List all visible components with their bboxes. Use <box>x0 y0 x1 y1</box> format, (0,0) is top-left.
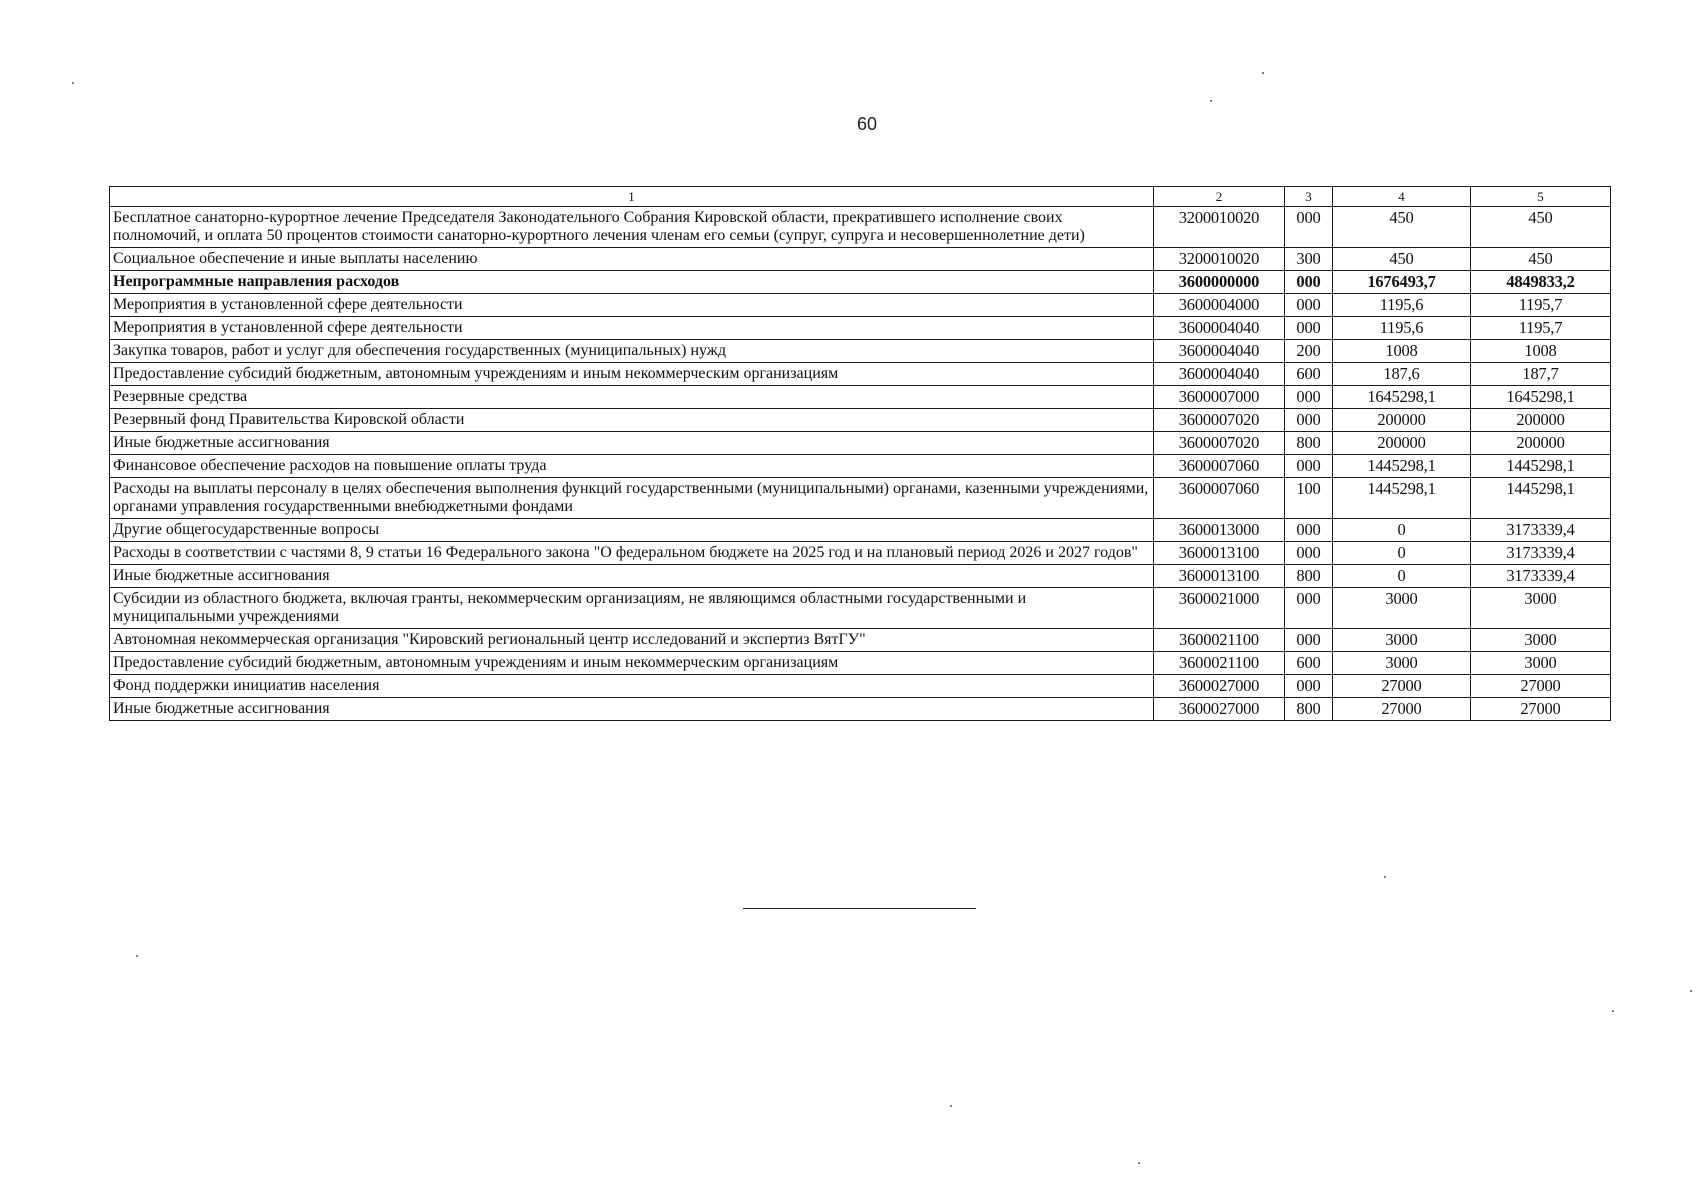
table-row <box>110 248 1611 271</box>
row-amount-col4-cell: 450 <box>1333 207 1471 248</box>
row-code-cell: 3600013100 <box>1154 565 1285 588</box>
scan-speck <box>1384 876 1386 878</box>
row-amount-col4-cell: 1195,6 <box>1333 317 1471 340</box>
scan-speck <box>950 1105 952 1107</box>
table-row <box>110 294 1611 317</box>
row-name-cell: Мероприятия в установленной сфере деятельности <box>110 294 1154 317</box>
table-row <box>110 478 1611 519</box>
row-amount-col5-cell: 1195,7 <box>1471 294 1611 317</box>
row-amount-col5-cell: 3000 <box>1471 652 1611 675</box>
closing-rule <box>743 908 976 909</box>
table-row <box>110 271 1611 294</box>
row-code-cell: 3600013000 <box>1154 519 1285 542</box>
page-number: 60 <box>856 114 878 134</box>
row-code-cell: 3600000000 <box>1154 271 1285 294</box>
row-code-cell: 3600007060 <box>1154 478 1285 519</box>
row-amount-col4-cell: 1445298,1 <box>1333 455 1471 478</box>
row-amount-col5-cell: 27000 <box>1471 675 1611 698</box>
row-amount-col5-cell: 1008 <box>1471 340 1611 363</box>
row-amount-col5-cell: 27000 <box>1471 698 1611 721</box>
row-amount-col5-cell: 200000 <box>1471 409 1611 432</box>
row-code-cell: 3600004000 <box>1154 294 1285 317</box>
row-amount-col4-cell: 1676493,7 <box>1333 271 1471 294</box>
row-type-cell: 000 <box>1285 519 1333 542</box>
table-row <box>110 588 1611 629</box>
row-type-cell: 100 <box>1285 478 1333 519</box>
row-amount-col4-cell: 3000 <box>1333 588 1471 629</box>
row-amount-col5-cell: 3173339,4 <box>1471 565 1611 588</box>
row-amount-col5-cell: 3000 <box>1471 588 1611 629</box>
row-code-cell: 3600013100 <box>1154 542 1285 565</box>
table-row <box>110 207 1611 248</box>
row-code-cell: 3600004040 <box>1154 363 1285 386</box>
table-row <box>110 386 1611 409</box>
row-name-cell: Фонд поддержки инициатив населения <box>110 675 1154 698</box>
row-type-cell: 000 <box>1285 588 1333 629</box>
row-type-cell: 300 <box>1285 248 1333 271</box>
row-amount-col4-cell: 3000 <box>1333 629 1471 652</box>
table-row <box>110 565 1611 588</box>
row-amount-col4-cell: 187,6 <box>1333 363 1471 386</box>
row-code-cell: 3600021100 <box>1154 652 1285 675</box>
row-amount-col5-cell: 1445298,1 <box>1471 455 1611 478</box>
table-row <box>110 629 1611 652</box>
scan-speck <box>1262 72 1264 74</box>
table-row <box>110 317 1611 340</box>
row-name-cell: Непрограммные направления расходов <box>110 271 1154 294</box>
row-name-cell: Бесплатное санаторно-курортное лечение Председателя Законодательного Собрания Кировской области, прекратившего исполнение своих полномочий, и оплата 50 процентов стоимости санаторно-курортного лечения членам его семьи (супруг, супруга и несовершеннолетние дети) <box>110 207 1154 248</box>
row-code-cell: 3600027000 <box>1154 698 1285 721</box>
table-header-row <box>110 187 1611 207</box>
row-amount-col4-cell: 1195,6 <box>1333 294 1471 317</box>
row-name-cell: Иные бюджетные ассигнования <box>110 698 1154 721</box>
row-amount-col5-cell: 4849833,2 <box>1471 271 1611 294</box>
scan-speck <box>1138 1162 1140 1164</box>
table-row <box>110 675 1611 698</box>
row-amount-col4-cell: 200000 <box>1333 409 1471 432</box>
row-amount-col5-cell: 200000 <box>1471 432 1611 455</box>
row-type-cell: 000 <box>1285 675 1333 698</box>
scan-speck <box>1612 1010 1614 1012</box>
table-row <box>110 409 1611 432</box>
row-name-cell: Иные бюджетные ассигнования <box>110 432 1154 455</box>
row-code-cell: 3600007020 <box>1154 432 1285 455</box>
row-type-cell: 800 <box>1285 432 1333 455</box>
row-name-cell: Расходы на выплаты персоналу в целях обеспечения выполнения функций государственными (муниципальными) органами, казенными учреждениями, органами управления государственными внебюджетными фондами <box>110 478 1154 519</box>
row-type-cell: 000 <box>1285 409 1333 432</box>
row-type-cell: 000 <box>1285 629 1333 652</box>
row-type-cell: 000 <box>1285 317 1333 340</box>
row-name-cell: Социальное обеспечение и иные выплаты населению <box>110 248 1154 271</box>
row-amount-col4-cell: 0 <box>1333 565 1471 588</box>
row-type-cell: 000 <box>1285 542 1333 565</box>
row-name-cell: Иные бюджетные ассигнования <box>110 565 1154 588</box>
row-amount-col5-cell: 1195,7 <box>1471 317 1611 340</box>
row-amount-col4-cell: 450 <box>1333 248 1471 271</box>
table-row <box>110 363 1611 386</box>
row-name-cell: Мероприятия в установленной сфере деятельности <box>110 317 1154 340</box>
row-amount-col4-cell: 200000 <box>1333 432 1471 455</box>
row-name-cell: Субсидии из областного бюджета, включая гранты, некоммерческим организациям, не являющимся областными государственными и муниципальными учреждениями <box>110 588 1154 629</box>
row-type-cell: 000 <box>1285 386 1333 409</box>
row-amount-col5-cell: 450 <box>1471 248 1611 271</box>
row-amount-col4-cell: 27000 <box>1333 698 1471 721</box>
row-code-cell: 3600021100 <box>1154 629 1285 652</box>
row-code-cell: 3600004040 <box>1154 340 1285 363</box>
header-col-3: 3 <box>1285 187 1333 207</box>
row-amount-col4-cell: 1645298,1 <box>1333 386 1471 409</box>
header-col-2: 2 <box>1154 187 1285 207</box>
table-row <box>110 519 1611 542</box>
table-body <box>110 207 1611 721</box>
row-name-cell: Предоставление субсидий бюджетным, автономным учреждениям и иным некоммерческим организациям <box>110 363 1154 386</box>
row-name-cell: Расходы в соответствии с частями 8, 9 статьи 16 Федерального закона "О федеральном бюджете на 2025 год и на плановый период 2026 и 2027 годов" <box>110 542 1154 565</box>
row-code-cell: 3600021000 <box>1154 588 1285 629</box>
row-amount-col4-cell: 3000 <box>1333 652 1471 675</box>
scan-speck <box>1210 100 1212 102</box>
row-amount-col4-cell: 0 <box>1333 542 1471 565</box>
row-amount-col5-cell: 1445298,1 <box>1471 478 1611 519</box>
row-code-cell: 3600004040 <box>1154 317 1285 340</box>
scan-speck <box>136 955 138 957</box>
row-type-cell: 000 <box>1285 207 1333 248</box>
row-name-cell: Автономная некоммерческая организация "Кировский региональный центр исследований и экспертиз ВятГУ" <box>110 629 1154 652</box>
row-code-cell: 3600007060 <box>1154 455 1285 478</box>
row-amount-col5-cell: 3173339,4 <box>1471 542 1611 565</box>
row-amount-col5-cell: 3000 <box>1471 629 1611 652</box>
row-amount-col5-cell: 1645298,1 <box>1471 386 1611 409</box>
header-col-5: 5 <box>1471 187 1611 207</box>
header-col-4: 4 <box>1333 187 1471 207</box>
row-amount-col5-cell: 3173339,4 <box>1471 519 1611 542</box>
row-name-cell: Резервный фонд Правительства Кировской области <box>110 409 1154 432</box>
row-amount-col4-cell: 0 <box>1333 519 1471 542</box>
table-row <box>110 455 1611 478</box>
row-name-cell: Закупка товаров, работ и услуг для обеспечения государственных (муниципальных) нужд <box>110 340 1154 363</box>
header-col-1: 1 <box>110 187 1154 207</box>
table-row <box>110 432 1611 455</box>
budget-table <box>109 186 1611 721</box>
row-name-cell: Резервные средства <box>110 386 1154 409</box>
scan-speck <box>72 82 74 84</box>
row-amount-col4-cell: 1445298,1 <box>1333 478 1471 519</box>
row-type-cell: 000 <box>1285 455 1333 478</box>
row-amount-col5-cell: 187,7 <box>1471 363 1611 386</box>
row-type-cell: 600 <box>1285 363 1333 386</box>
row-amount-col5-cell: 450 <box>1471 207 1611 248</box>
row-name-cell: Предоставление субсидий бюджетным, автономным учреждениям и иным некоммерческим организациям <box>110 652 1154 675</box>
row-code-cell: 3200010020 <box>1154 248 1285 271</box>
row-type-cell: 600 <box>1285 652 1333 675</box>
row-amount-col4-cell: 27000 <box>1333 675 1471 698</box>
table-row <box>110 340 1611 363</box>
table-row <box>110 542 1611 565</box>
row-type-cell: 200 <box>1285 340 1333 363</box>
scan-speck <box>1690 990 1692 992</box>
row-code-cell: 3600007000 <box>1154 386 1285 409</box>
row-name-cell: Финансовое обеспечение расходов на повышение оплаты труда <box>110 455 1154 478</box>
table-row <box>110 698 1611 721</box>
row-type-cell: 800 <box>1285 565 1333 588</box>
row-code-cell: 3600007020 <box>1154 409 1285 432</box>
row-code-cell: 3200010020 <box>1154 207 1285 248</box>
row-type-cell: 000 <box>1285 271 1333 294</box>
row-name-cell: Другие общегосударственные вопросы <box>110 519 1154 542</box>
row-amount-col4-cell: 1008 <box>1333 340 1471 363</box>
row-type-cell: 000 <box>1285 294 1333 317</box>
row-code-cell: 3600027000 <box>1154 675 1285 698</box>
table-row <box>110 652 1611 675</box>
row-type-cell: 800 <box>1285 698 1333 721</box>
